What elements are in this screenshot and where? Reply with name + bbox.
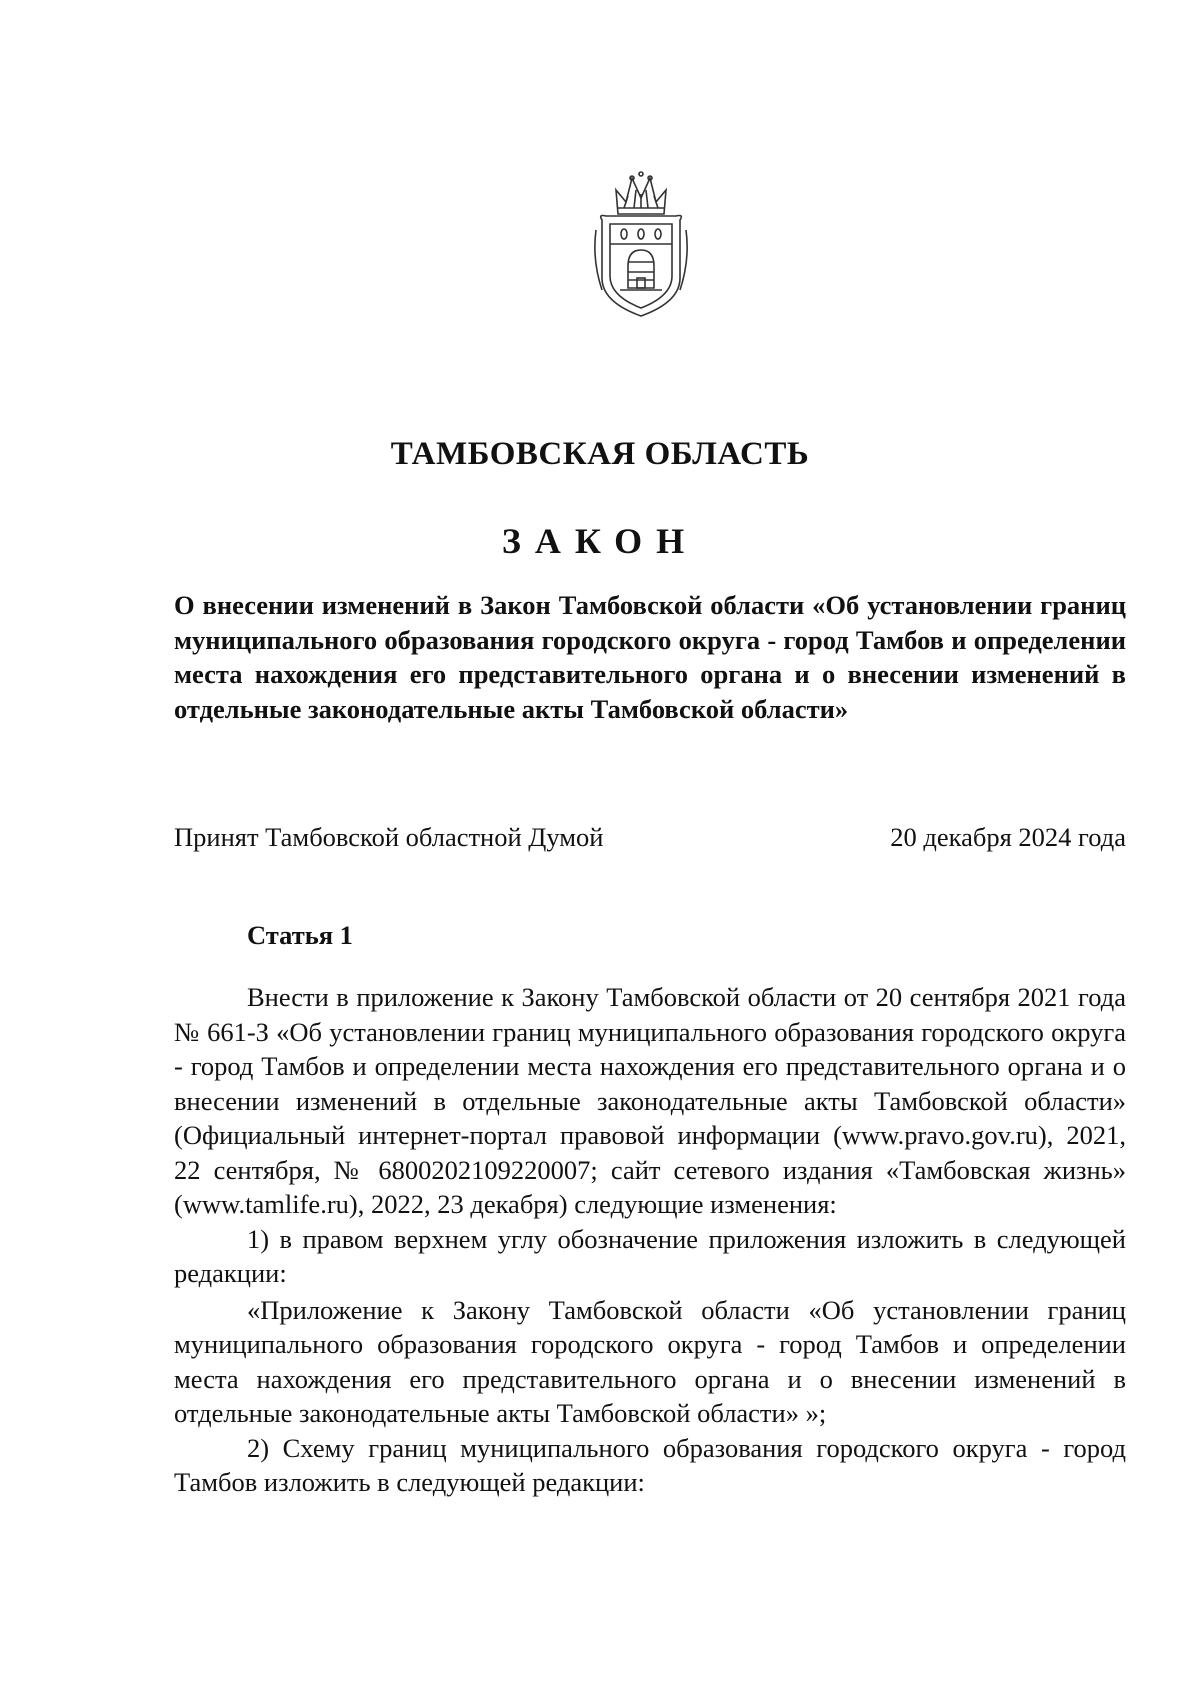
- adopted-by: Принят Тамбовской областной Думой: [174, 822, 604, 852]
- article-paragraph: 1) в правом верхнем углу обозначение приложения изложить в следующей редакции:: [174, 1223, 1126, 1288]
- article-paragraph: 2) Схему границ муниципального образования городского округа - город Тамбов изложить в следующей редакции:: [174, 1432, 1126, 1497]
- article-paragraph: «Приложение к Закону Тамбовской области «Об установлении границ муниципального образования городского округа - город Тамбов и определении места нахождения его представительного органа и о внесении изменений в отдельные законодательные акты Тамбовской области» »;: [174, 1294, 1126, 1428]
- adoption-date: 20 декабря 2024 года: [890, 822, 1126, 852]
- law-subject: О внесении изменений в Закон Тамбовской области «Об установлении границ муниципального образования городского округа - город Тамбов и определении места нахождения его представительного органа и о внесении изменений в отдельные законодательные акты Тамбовской области»: [174, 590, 1126, 724]
- article-heading: Статья 1: [247, 920, 353, 950]
- article-body: [174, 980, 1126, 1500]
- article-paragraph: Внести в приложение к Закону Тамбовской области от 20 сентября 2021 года № 661-З «Об установлении границ муниципального образования городского округа - город Тамбов и определении места нахождения его представительного органа и о внесении изменений в отдельные законодательные акты Тамбовской области» (Официальный интернет-портал правовой информации (www.pravo.gov.ru), 2021, 22 сентября, № 6800202109220007; сайт сетевого издания «Тамбовская жизнь» (www.tamlife.ru), 2022, 23 декабря) следующие изменения:: [174, 982, 1126, 1219]
- adoption-row: [174, 822, 1126, 853]
- law-title: ЗАКОН: [501, 521, 699, 561]
- tambov-coat-of-arms-icon: [588, 170, 694, 320]
- region-title: ТАМБОВСКАЯ ОБЛАСТЬ: [390, 436, 810, 472]
